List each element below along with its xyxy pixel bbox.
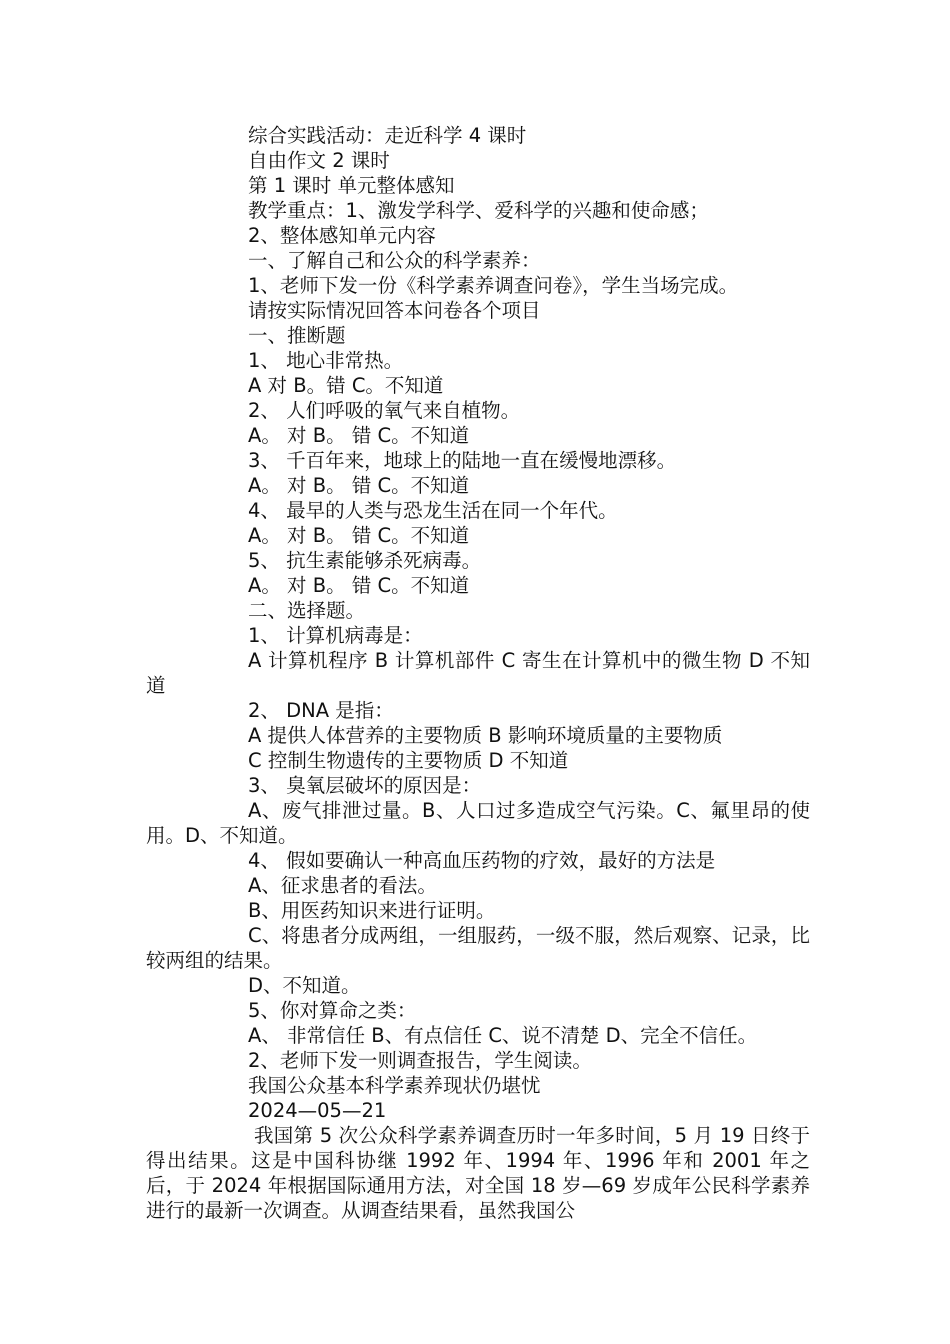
question: 2、 DNA 是指： xyxy=(248,699,394,722)
question: 1、 计算机病毒是： xyxy=(248,624,423,647)
text-line: 综合实践活动：走近科学 4 课时 xyxy=(248,124,527,147)
answer-options: A 提供人体营养的主要物质 B 影响环境质量的主要物质 xyxy=(248,724,723,747)
question: 4、 最早的人类与恐龙生活在同一个年代。 xyxy=(248,499,618,522)
text-line: 请按实际情况回答本问卷各个项目 xyxy=(248,299,541,322)
answer-options: A、 非常信任 B、有点信任 C、说不清楚 D、完全不信任。 xyxy=(248,1024,758,1047)
answer-options: A 对 B。错 C。不知道 xyxy=(248,374,444,397)
answer-options: A 计算机程序 B 计算机部件 C 寄生在计算机中的微生物 D 不知道 xyxy=(146,649,810,697)
report-paragraph: 我国第 5 次公众科学素养调查历时一年多时间，5 月 19 日终于得出结果。这是中国科协继 1992 年、1994 年、1996 年和 2001 年之后，于 2024 年根据国际通用方法，对全国 18 岁—69 岁成年公民科学素养进行的最新一次调查。从调查结果看，虽然我国公 xyxy=(146,1124,810,1222)
question: 5、 抗生素能够杀死病毒。 xyxy=(248,549,482,572)
report-title: 我国公众基本科学素养现状仍堪忧 xyxy=(248,1074,541,1097)
text-line: 一、了解自己和公众的科学素养： xyxy=(248,249,541,272)
answer-options: A。 对 B。 错 C。不知道 xyxy=(248,574,470,597)
text-line: 2、老师下发一则调查报告，学生阅读。 xyxy=(248,1049,592,1072)
answer-option: B、用医药知识来进行证明。 xyxy=(248,899,496,922)
text-line: 自由作文 2 课时 xyxy=(248,149,390,172)
question: 5、你对算命之类： xyxy=(248,999,417,1022)
question: 3、 臭氧层破坏的原因是： xyxy=(248,774,482,797)
text-line: 1、老师下发一份《科学素养调查问卷》，学生当场完成。 xyxy=(248,274,739,297)
answer-option: D、不知道。 xyxy=(248,974,361,997)
text-line: 教学重点：1、激发学科学、爱科学的兴趣和使命感； xyxy=(248,199,709,222)
answer-options: A。 对 B。 错 C。不知道 xyxy=(248,474,470,497)
answer-options: A、废气排泄过量。B、人口过多造成空气污染。C、氟里昂的使用。D、不知道。 xyxy=(146,799,810,847)
document-body xyxy=(146,123,810,1223)
answer-option: A、征求患者的看法。 xyxy=(248,874,437,897)
text-line: 2、整体感知单元内容 xyxy=(248,224,436,247)
report-date: 2024—05—21 xyxy=(248,1099,387,1122)
answer-options: C 控制生物遗传的主要物质 D 不知道 xyxy=(248,749,569,772)
question: 1、 地心非常热。 xyxy=(248,349,404,372)
question: 3、 千百年来，地球上的陆地一直在缓慢地漂移。 xyxy=(248,449,677,472)
answer-options: A。 对 B。 错 C。不知道 xyxy=(248,424,470,447)
question: 2、 人们呼吸的氧气来自植物。 xyxy=(248,399,521,422)
answer-option: C、将患者分成两组，一组服药，一级不服，然后观察、记录，比较两组的结果。 xyxy=(146,924,810,972)
section-heading: 二、选择题。 xyxy=(248,599,366,622)
section-heading: 一、推断题 xyxy=(248,324,346,347)
text-line: 第 1 课时 单元整体感知 xyxy=(248,174,455,197)
answer-options: A。 对 B。 错 C。不知道 xyxy=(248,524,470,547)
question: 4、 假如要确认一种高血压药物的疗效，最好的方法是 xyxy=(248,849,716,872)
